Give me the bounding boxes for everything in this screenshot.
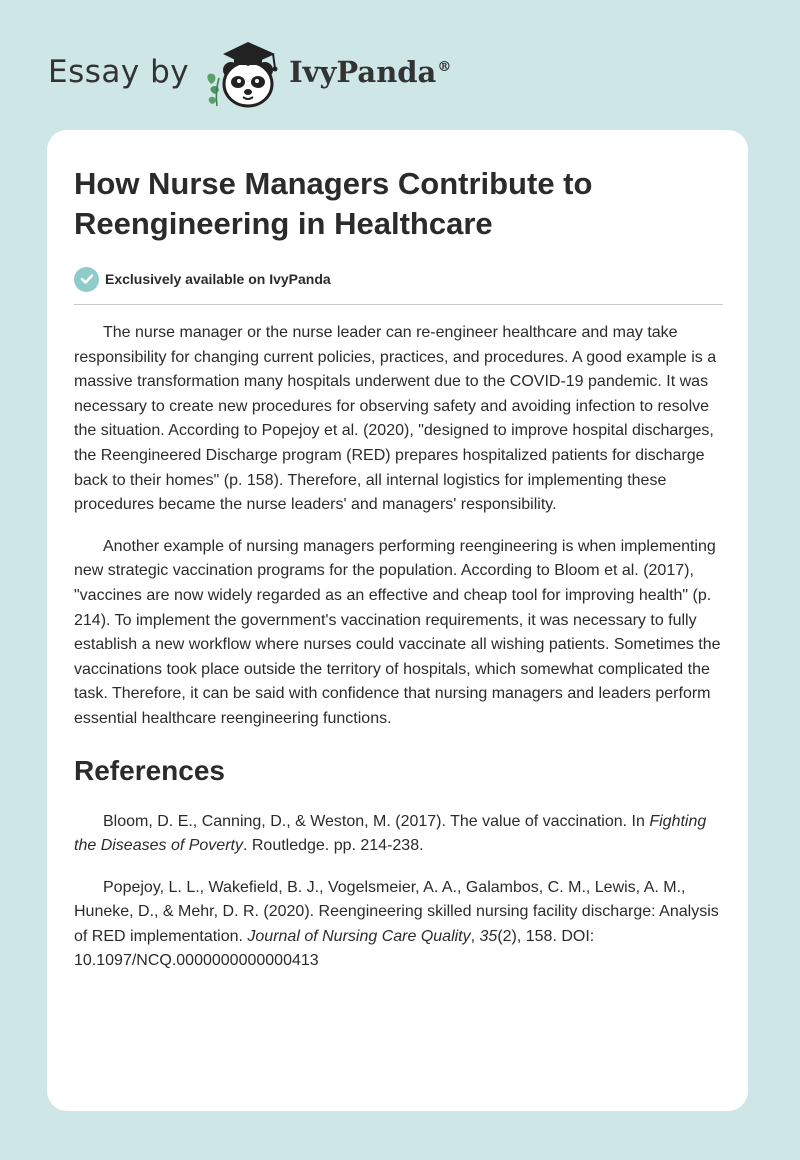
essay-content xyxy=(74,164,724,974)
essay-body xyxy=(74,321,724,732)
panda-logo-icon[interactable] xyxy=(203,34,285,110)
paragraph: The nurse manager or the nurse leader can re-engineer healthcare and may take responsibility for changing current policies, practices, and procedures. A good example is a massive transformation many hospitals underwent due to the COVID-19 pandemic. It was necessary to create new procedures for observing safety and avoiding infection to resolve the situation. According to Popejoy et al. (2020), "designed to improve hospital discharges, the Reengineered Discharge program (RED) prepares hospitalized patients for discharge back to their homes" (p. 158). Therefore, all internal logistics for implementing these procedures became the nurse leaders' and managers' responsibility. xyxy=(74,324,717,514)
exclusive-badge xyxy=(74,266,724,292)
references-heading: References xyxy=(74,754,225,786)
exclusive-label: Exclusively available on IvyPanda xyxy=(105,271,331,287)
essay-by-label: Essay by xyxy=(48,54,190,90)
references-list xyxy=(74,810,724,975)
divider xyxy=(74,304,723,305)
reference-item: Popejoy, L. L., Wakefield, B. J., Vogelsmeier, A. A., Galambos, C. M., Lewis, A. M., Huneke, D., & Mehr, D. R. (2020). Reengineering skilled nursing facility discharge: Analysis of RED implementation. Journal of Nursing Care Quality, 35(2), 158. DOI: 10.1097/NCQ.0000000000000413 xyxy=(74,878,719,970)
site-header xyxy=(48,32,451,112)
page-title: How Nurse Managers Contribute to Reengineering in Healthcare xyxy=(74,166,593,241)
paragraph: Another example of nursing managers performing reengineering is when implementing new strategic vaccination programs for the population. According to Bloom et al. (2017), "vaccines are now widely regarded as an effective and cheap tool for improving health" (p. 214). To implement the government's vaccination requirements, it was necessary to fully establish a new workflow where nurses could vaccinate all wishing patients. Sometimes the vaccinations took place outside the territory of hospitals, which somewhat complicated the task. Therefore, it can be said with confidence that nursing managers and leaders perform essential healthcare reengineering functions. xyxy=(74,537,721,727)
ivypanda-brand[interactable]: IvyPanda® xyxy=(289,55,452,89)
registered-mark: ® xyxy=(437,59,452,76)
checkmark-icon xyxy=(74,267,99,292)
essay-card xyxy=(47,130,748,1111)
reference-item: Bloom, D. E., Canning, D., & Weston, M. (2017). The value of vaccination. In Fighting the Diseases of Poverty. Routledge. pp. 214-238. xyxy=(74,812,707,855)
